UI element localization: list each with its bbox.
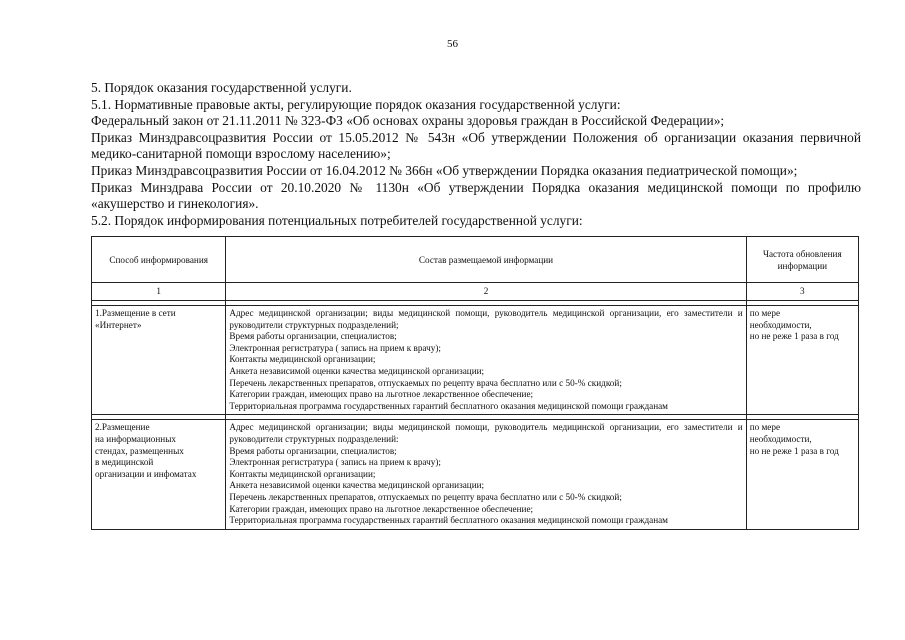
content-line: Территориальная программа государственных гарантий бесплатного оказания медицинской помощи гражданам — [229, 400, 668, 411]
content-cell — [226, 306, 746, 415]
frequency-line: по мере — [749, 308, 781, 318]
method-cell — [92, 420, 226, 529]
page-number: 56 — [447, 38, 458, 50]
legal-act-3: Приказ Минздравсоцразвития России от 16.04.2012 № 366н «Об утверждении Порядка оказания педиатрической помощи»; — [91, 162, 798, 178]
content-cell — [226, 420, 746, 529]
frequency-cell — [746, 420, 858, 529]
frequency-cell — [746, 306, 858, 415]
header-frequency: Частота обновления информации — [746, 237, 858, 283]
legal-act-1: Федеральный закон от 21.11.2011 № 323-ФЗ «Об основах охраны здоровья граждан в Российской Федерации»; — [91, 113, 725, 129]
content-line: Контакты медицинской организации; — [229, 468, 376, 479]
method-line: стендах, размещенных — [95, 445, 184, 456]
column-number: 2 — [226, 283, 746, 301]
table-header-row — [92, 237, 859, 283]
legal-act-4: Приказ Минздрава России от 20.10.2020 № 1130н «Об утверждении Порядка оказания медицинской помощи по профилю «акушерство и гинекология». — [91, 179, 861, 212]
method-line: в медицинской — [95, 457, 154, 468]
content-line: Контакты медицинской организации; — [229, 354, 376, 365]
content-line: Анкета независимой оценки качества медицинской организации; — [229, 365, 485, 376]
subsection-heading-informing: 5.2. Порядок информирования потенциальных потребителей государственной услуги: — [91, 212, 583, 228]
legal-act-2: Приказ Минздравсоцразвития России от 15.05.2012 № 543н «Об утверждении Положения об организации оказания первичной медико-санитарной помощи взрослому населению»; — [91, 129, 861, 162]
content-line: Категории граждан, имеющих право на льготное лекарственное обеспечение; — [229, 503, 534, 514]
content-line: Категории граждан, имеющих право на льготное лекарственное обеспечение; — [229, 389, 534, 400]
method-line: 1.Размещение в сети — [95, 308, 176, 318]
method-cell — [92, 306, 226, 415]
subsection-heading: 5.1. Нормативные правовые акты, регулирующие порядок оказания государственной услуги: — [91, 96, 621, 112]
method-line: «Интернет» — [95, 319, 142, 330]
column-number: 1 — [92, 283, 226, 301]
method-line: на информационных — [95, 433, 176, 444]
content-line: Электронная регистратура ( запись на прием к врачу); — [229, 342, 441, 353]
table-row — [92, 306, 859, 415]
content-line: Территориальная программа государственных гарантий бесплатного оказания медицинской помощи гражданам — [229, 515, 668, 526]
content-line: Перечень лекарственных препаратов, отпускаемых по рецепту врача бесплатно или с 50-% скидкой; — [229, 377, 622, 388]
header-content: Состав размещаемой информации — [226, 237, 746, 283]
frequency-line: необходимости, — [749, 433, 812, 444]
frequency-line: но не реже 1 раза в год — [749, 331, 839, 342]
section-heading: 5. Порядок оказания государственной услуги. — [91, 80, 352, 95]
content-line: Адрес медицинской организации; виды медицинской помощи, руководитель медицинской организации, его заместители и руководители структурных подразделений; — [229, 308, 743, 330]
content-line: Время работы организации, специалистов; — [229, 445, 397, 456]
frequency-line: по мере — [749, 422, 781, 433]
column-number-row — [92, 283, 859, 301]
method-line: организации и инфоматах — [95, 468, 197, 479]
content-line: Перечень лекарственных препаратов, отпускаемых по рецепту врача бесплатно или с 50-% скидкой; — [229, 491, 622, 502]
header-method: Способ информирования — [92, 237, 226, 283]
frequency-line: необходимости, — [749, 319, 812, 330]
table-row — [92, 420, 859, 529]
content-line: Электронная регистратура ( запись на прием к врачу); — [229, 457, 441, 468]
content-line: Адрес медицинской организации; виды медицинской помощи, руководитель медицинской организации, его заместители и руководители структурных подразделений: — [229, 422, 743, 444]
frequency-line: но не реже 1 раза в год — [749, 445, 839, 456]
informing-table — [91, 236, 859, 530]
content-line: Время работы организации, специалистов; — [229, 331, 397, 342]
column-number: 3 — [746, 283, 858, 301]
content-line: Анкета независимой оценки качества медицинской организации; — [229, 480, 485, 491]
document-body — [91, 80, 861, 229]
method-line: 2.Размещение — [95, 422, 150, 433]
